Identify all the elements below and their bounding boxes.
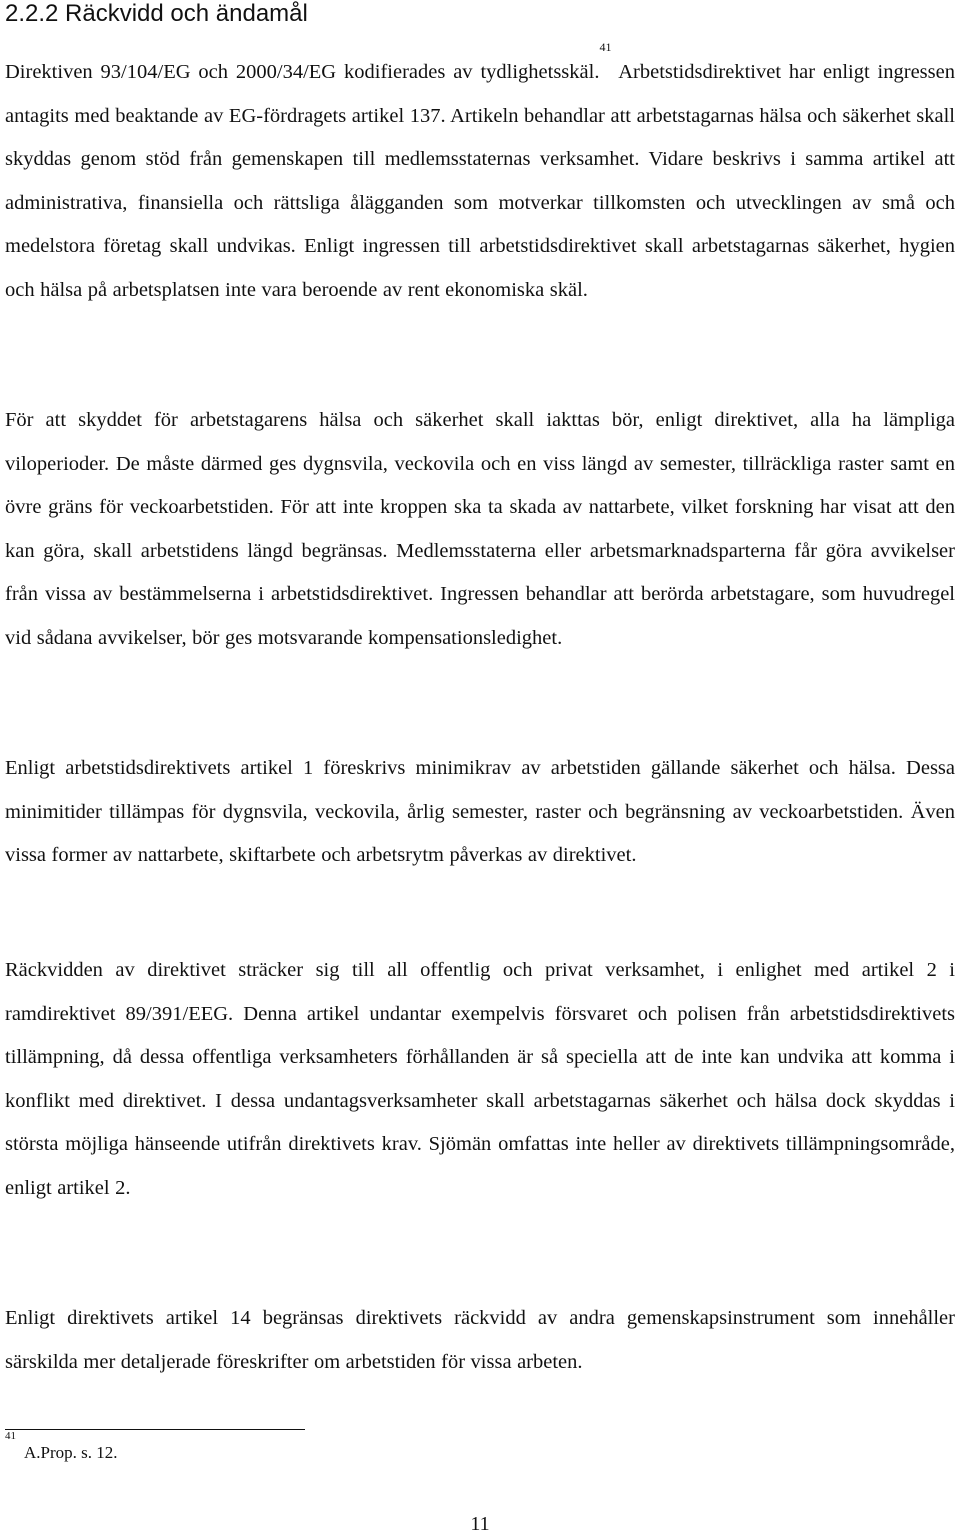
paragraph-3: Enligt arbetstidsdirektivets artikel 1 föreskrivs minimikrav av arbetstiden gällande säkerhet och hälsa. Dessa minimitider tillämpas för dygnsvila, veckovila, årlig semester, raster och begränsning av veckoarbetstiden. Även vissa former av nattarbete, skiftarbete och arbetsrytm påverkas av direktivet.: [5, 757, 955, 866]
paragraph-4: Räckvidden av direktivet sträcker sig till all offentlig och privat verksamhet, i enlighet med artikel 2 i ramdirektivet 89/391/EEG. Denna artikel undantar exempelvis försvaret och polisen från arbetstidsdirektivets tillämpning, då dessa offentliga verksamheters förhållanden är så speciella att de inte kan undvika att komma i konflikt med direktivet. I dessa undantagsverksamheter skall arbetstagarnas säkerhet och hälsa dock skyddas i största möjliga hänseende utifrån direktivets krav. Sjömän omfattas inte heller av direktivets tillämpningsområde, enligt artikel 2.: [5, 959, 955, 1199]
paragraph-1-text-a: Direktiven 93/104/EG och 2000/34/EG kodifierades av tydlighetsskäl.: [5, 61, 600, 83]
paragraph-5: Enligt direktivets artikel 14 begränsas direktivets räckvidd av andra gemenskapsinstrument som innehåller särskilda mer detaljerade föreskrifter om arbetstiden för vissa arbeten.: [5, 1307, 955, 1373]
section-heading: 2.2.2 Räckvidd och ändamål: [5, 0, 308, 27]
footnote-separator: [5, 1429, 305, 1430]
paragraph-2: För att skyddet för arbetstagarens hälsa och säkerhet skall iakttas bör, enligt direktivet, alla ha lämpliga viloperioder. De måste därmed ges dygnsvila, veckovila och en viss längd av semester, tillräckliga raster samt en övre gräns för veckoarbetstiden. För att inte kroppen ska ta skada av nattarbete, vilket forskning har visat att den kan göra, skall arbetstidens längd begränsas. Medlemsstaterna eller arbetsmarknadsparterna får göra avvikelser från vissa av bestämmelserna i arbetstidsdirektivet. Ingressen behandlar att berörda arbetstagare, som huvudregel vid sådana avvikelser, bör ges motsvarande kompensationsledighet.: [5, 409, 955, 649]
footnote-reference[interactable]: 41: [599, 40, 612, 54]
footnote-text: A.Prop. s. 12.: [24, 1443, 118, 1462]
footnote-number: 41: [5, 1430, 16, 1442]
paragraph-1: [5, 40, 955, 312]
footnote: [5, 1430, 118, 1468]
page-number: 11: [470, 1513, 490, 1535]
paragraph-1-text-b: Arbetstidsdirektivet har enligt ingressen antagits med beaktande av EG-fördragets artikel 137. Artikeln behandlar att arbetstagarnas hälsa och säkerhet skall skyddas genom stöd från gemenskapen till medlemsstaternas verksamhet. Vidare beskrivs i samma artikel att administrativa, finansiella och rättsliga ålägganden som motverkar tillkomsten och utvecklingen av små och medelstora företag skall undvikas. Enligt ingressen till arbetstidsdirektivet skall arbetstagarnas säkerhet, hygien och hälsa på arbetsplatsen inte vara beroende av rent ekonomiska skäl.: [5, 61, 955, 301]
